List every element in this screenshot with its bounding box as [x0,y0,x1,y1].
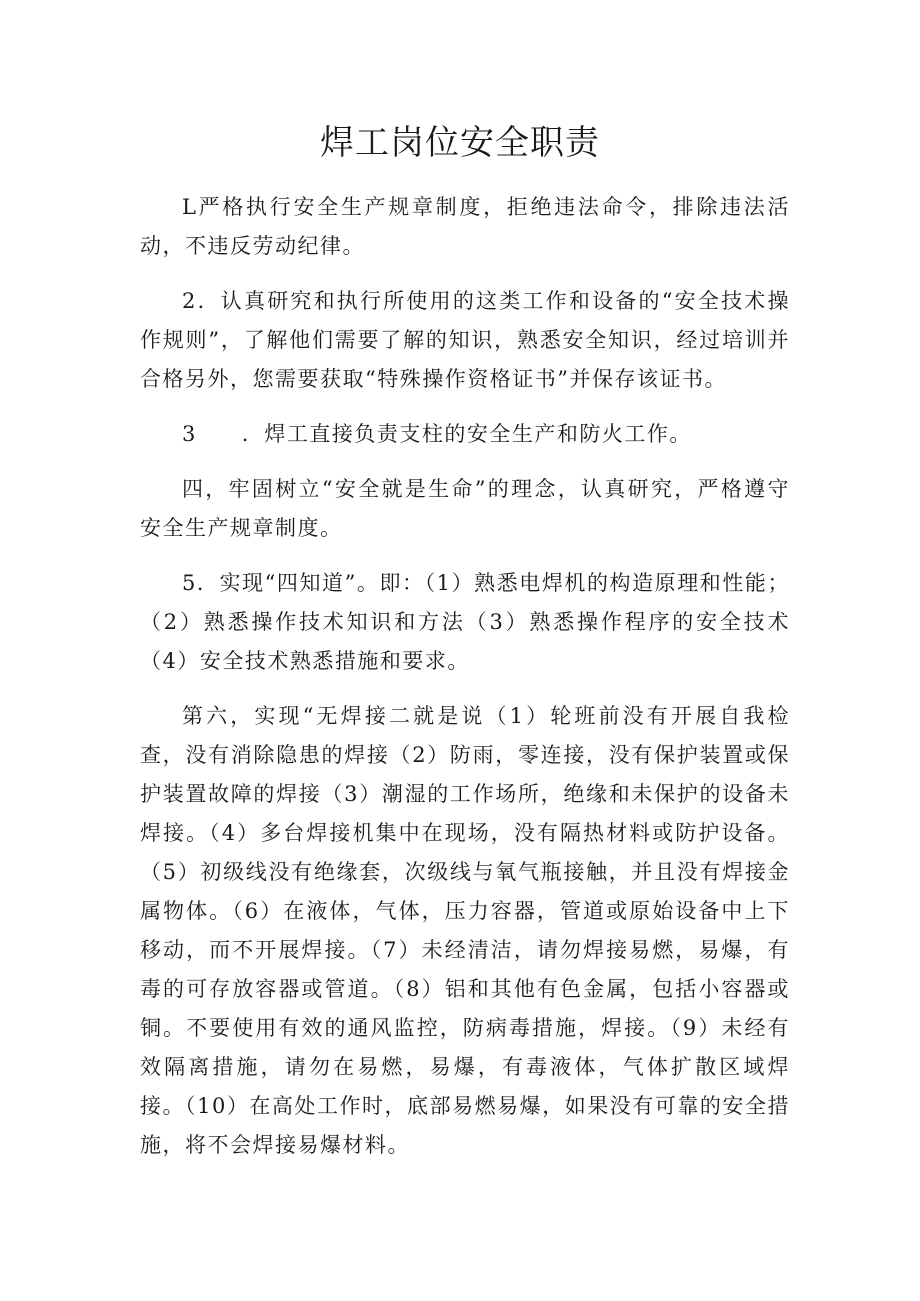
paragraph-2: 2．认真研究和执行所使用的这类工作和设备的“安全技术操作规则”，了解他们需要了解的知识，熟悉安全知识，经过培训并合格另外，您需要获取“特殊操作资格证书”并保存该证书。 [140,289,790,391]
paragraph-1: L严格执行安全生产规章制度，拒绝违法命令，排除违法活动，不违反劳动纪律。 [140,195,790,258]
document-body [140,188,790,1181]
paragraph-6: 第六，实现“无焊接二就是说（1）轮班前没有开展自我检查，没有消除隐患的焊接（2）防雨，零连接，没有保护装置或保护装置故障的焊接（3）潮湿的工作场所，绝缘和未保护的设备未焊接。（4）多台焊接机集中在现场，没有隔热材料或防护设备。（5）初级线没有绝缘套，次级线与氧气瓶接触，并且没有焊接金属物体。（6）在液体，气体，压力容器，管道或原始设备中上下移动，而不开展焊接。（7）未经清洁，请勿焊接易燃，易爆，有毒的可存放容器或管道。（8）铝和其他有色金属，包括小容器或铜。不要使用有效的通风监控，防病毒措施，焊接。（9）未经有效隔离措施，请勿在易燃，易爆，有毒液体，气体扩散区域焊接。（10）在高处工作时，底部易燃易爆，如果没有可靠的安全措施，将不会焊接易爆材料。 [140,704,790,1157]
paragraph-3: 3 ．焊工直接负责支柱的安全生产和防火工作。 [182,422,692,446]
paragraph-5: 5．实现“四知道”。即：（1）熟悉电焊机的构造原理和性能；（2）熟悉操作技术知识和方法（3）熟悉操作程序的安全技术（4）安全技术熟悉措施和要求。 [140,571,790,673]
paragraph-4: 四，牢固树立“安全就是生命”的理念，认真研究，严格遵守安全生产规章制度。 [140,477,790,540]
document-title: 焊工岗位安全职责 [320,123,600,163]
